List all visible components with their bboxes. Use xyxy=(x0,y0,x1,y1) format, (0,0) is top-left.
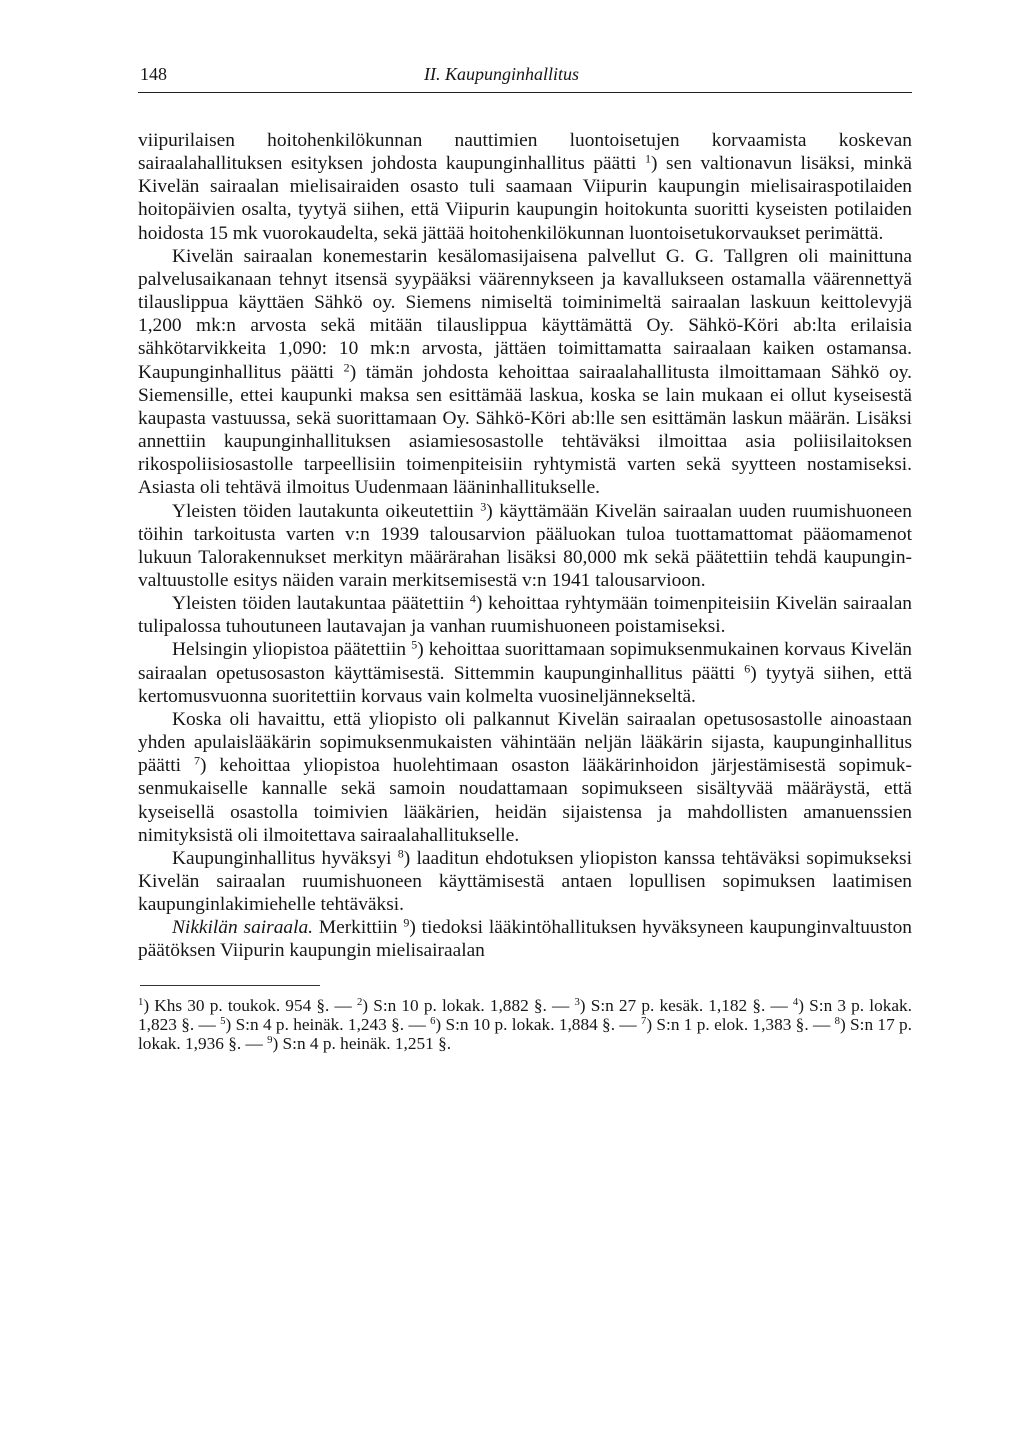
text-run: Kivelän sairaalan konemestarin kesälomasijaisena palvellut G. G. Tallgren oli mainittuna palvelusaikanaan tehnyt itsensä syypääksi väärennykseen ja kavallukseen ostamalla väärennettyä tilauslippua käyttäen Sähkö oy. Siemens nimiseltä toiminimeltä sairaalan laskuun keittolevyjä 1,200 mk:n arvosta sekä mitään tilauslippua käyttämättä Oy. Sähkö-Köri ab:lta erilaisia sähkötarvikkeita 1,090: 10 mk:n arvosta, jättäen toimittamatta sairaalaan kaiken ostamansa. Kaupunginhallitus päätti xyxy=(138,245,912,383)
text-run: ) S:n 3 p. lokak. 1,823 §. — xyxy=(138,995,912,1035)
paragraph xyxy=(138,847,912,916)
footnote-ref: 3 xyxy=(574,995,580,1008)
paragraph xyxy=(138,638,912,707)
footnote-ref: 7 xyxy=(194,753,201,768)
text-run: ) S:n 27 p. kesäk. 1,182 §. — xyxy=(579,995,793,1015)
text-run: ) kehoittaa suorittamaan sopimuksenmukainen korvaus Kivelän sairaalan opetusosaston käyttämisestä. Sittemmin kaupunginhallitus päätti xyxy=(138,639,912,684)
text-run: Yleisten töiden lautakuntaa päätettiin xyxy=(172,593,470,615)
text-run: Helsingin yliopistoa päätettiin xyxy=(172,639,412,661)
running-header xyxy=(138,62,912,93)
footnote-ref: 1 xyxy=(645,151,652,166)
header-title: II. Kaupunginhallitus xyxy=(424,64,580,84)
text-run: ) laaditun ehdotuksen yliopiston kanssa tehtäväksi sopimukseksi Kivelän sairaalan ruumishuoneen käyttämisestä antaen lopullisen sopimuksen laatimisen kaupunginlakimiehelle tehtäväksi. xyxy=(138,847,912,916)
footnote-ref: 6 xyxy=(430,1015,436,1028)
footnote-divider xyxy=(140,985,320,986)
body-text xyxy=(138,129,912,963)
footnote-ref: 2 xyxy=(343,359,350,374)
text-run: ) sen valtionavun lisäksi, minkä Kivelän sairaalan mielisairaiden osasto tuli saamaan Viipurin kaupungin mielisairaspotilaiden hoitopäivien osalta, tyytyä siihen, että Viipurin kaupungin hoitokunta suoritti kyseisten potilaiden hoidosta 15 mk vuorokaudelta, sekä jättää hoitohenkilökunnan luontoisetukorvaukset perimättä. xyxy=(138,153,912,244)
text-run: Merkittiin xyxy=(313,917,404,939)
footnote-ref: 8 xyxy=(834,1015,840,1028)
footnote-ref: 4 xyxy=(792,995,799,1008)
paragraph xyxy=(138,916,912,962)
text-run: ) Khs 30 p. toukok. 954 §. — xyxy=(143,995,357,1015)
text-run: ) tämän johdosta kehoittaa sairaalahallitusta ilmoittamaan Sähkö oy. Siemensille, ettei kaupunki maksa sen esittämää laskua, koska se lain mukaan ei ollut kyseisestä kaupasta vastuussa, sekä suorittamaan Oy. Sähkö-Köri ab:lle sen esittämän laskun määrän. Lisäksi annettiin kaupunginhallituksen asiamiesosastolle tehtäväksi ilmoittaa asia poliisilaitoksen rikospoliisiosastolle tarpeellisiin toimenpiteisiin ryhtymistä varten sekä syytteen nostamiseksi. Asiasta oli tehtävä ilmoitus Uudenmaan lääninhallitukselle. xyxy=(138,361,913,499)
footnote-ref: 1 xyxy=(138,995,144,1008)
paragraph xyxy=(138,592,912,638)
text-run: ) kehoittaa ryhtymään toimenpiteisiin Kivelän sairaalan tulipalossa tuhoutuneen lautavajan ja vanhan ruumishuoneen poistamiseksi. xyxy=(138,593,912,638)
text-run: ) kehoittaa yliopistoa huolehtimaan osaston lääkärinhoidon järjestämisestä sopimuksenmukaiselle kannalle sekä samoin noudattamaan sopimukseen sisältyvää määräystä, että kyseisellä osastolla toimivien lääkärien, heidän sijaistensa ja mahdollisten amanuenssien nimityksistä oli ilmoitettava sairaalahallitukselle. xyxy=(138,755,913,846)
text-run: ) S:n 10 p. lokak. 1,882 §. — xyxy=(362,995,575,1015)
footnote-ref: 5 xyxy=(411,637,418,652)
paragraph xyxy=(138,129,912,245)
document-page xyxy=(138,62,912,1054)
footnote-ref: 4 xyxy=(469,591,476,606)
text-run: ) S:n 17 p. lokak. 1,936 §. — xyxy=(138,1015,912,1054)
text-run: ) S:n 4 p. heinäk. 1,243 §. — xyxy=(225,1015,431,1035)
text-run: ) S:n 4 p. heinäk. 1,251 §. xyxy=(272,1034,452,1054)
footnote-ref: 3 xyxy=(480,498,487,513)
text-run: ) tiedoksi lääkintöhallituksen hyväksyneen kaupunginvaltuuston päätöksen Viipurin kaupungin mielisairaalan xyxy=(138,917,912,962)
text-run: Yleisten töiden lautakunta oikeutettiin xyxy=(172,500,481,522)
footnote-ref: 6 xyxy=(744,660,751,675)
footnote-ref: 9 xyxy=(267,1034,273,1047)
text-run: viipurilaisen hoitohenkilökunnan nauttimien luontoisetujen korvaamista koskevan sairaalahallituksen esityksen johdosta kaupunginhallitus päätti xyxy=(138,130,912,175)
paragraph xyxy=(138,500,912,593)
text-run: ) tyytyä siihen, että kertomusvuonna suoritettiin korvaus vain kolmelta vuosineljännekseltä. xyxy=(138,662,913,707)
text-run: ) S:n 10 p. lokak. 1,884 §. — xyxy=(435,1015,641,1035)
text-run: ) S:n 1 p. elok. 1,383 §. — xyxy=(646,1015,835,1035)
footnote-ref: 7 xyxy=(640,1015,647,1028)
footnote-ref: 9 xyxy=(403,915,410,930)
section-heading: Nikkilän sairaala. xyxy=(172,917,314,939)
paragraph xyxy=(138,245,912,500)
text-run: Kaupunginhallitus hyväksyi xyxy=(172,847,398,869)
paragraph xyxy=(138,708,912,847)
text-run: Koska oli havaittu, että yliopisto oli palkannut Kivelän sairaalan opetusosastolle ainoastaan yhden apulaislääkärin sopimuksenmukaisten vähintään neljän lääkärin sijasta, kaupunginhallitus päätti xyxy=(138,708,912,777)
text-run: ) käyttämään Kivelän sairaalan uuden ruumishuoneen töihin tarkoitusta varten v:n 1939 talousarvion pääluokan tuloa tuottamattomat pääomamenot lukuun Talorakennukset merkityn määrärahan lisäksi 80,000 mk sekä päätettiin tehdä kaupunginvaltuustolle esitys näiden varain merkitsemisestä v:n 1941 talousarvioon. xyxy=(138,500,912,591)
footnote-ref: 2 xyxy=(356,995,363,1008)
footnote-ref: 8 xyxy=(397,846,404,861)
page-number: 148 xyxy=(140,64,167,84)
footnote-ref: 5 xyxy=(220,1015,226,1028)
footnotes xyxy=(138,996,912,1054)
